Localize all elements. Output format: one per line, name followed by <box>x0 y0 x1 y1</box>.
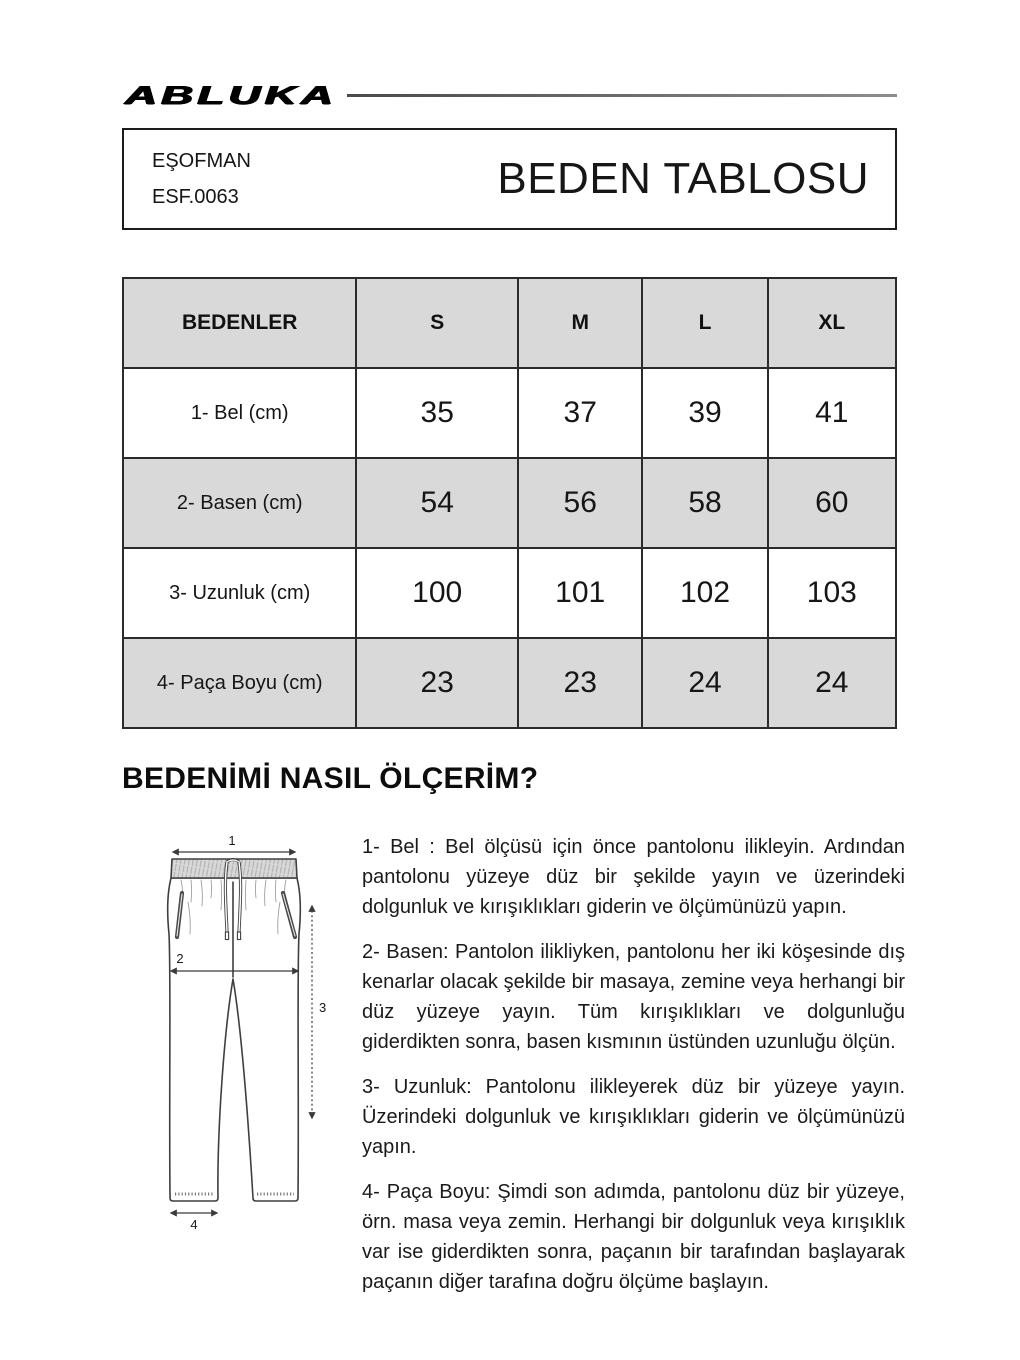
instruction-bel: 1- Bel : Bel ölçüsü için önce pantolonu ilikleyin. Ardından pantolonu yüzeye düz bir şekilde yayın ve üzerindeki dolgunluk ve kırışıklıkları giderin ve ölçümünüzü yapın. <box>362 836 905 918</box>
waistband <box>171 859 297 878</box>
product-code: ESF.0063 <box>152 186 239 208</box>
size-value: 100 <box>356 548 518 638</box>
measure-instructions <box>362 832 905 1297</box>
size-value: 58 <box>642 458 767 548</box>
header-divider-line <box>347 94 897 97</box>
table-row-paca-boyu <box>123 638 896 728</box>
instruction-basen: 2- Basen: Pantolon ilikliyken, pantolonu her iki köşesinde dış kenarlar olacak şekilde bir masaya, zemine veya herhangi bir düz yüzeye yayın. Tüm kırışıklıkları ve dolgunluğu giderdikten sonra, basen kısmının üstünden uzunluğu ölçün. <box>362 941 905 1053</box>
row-label-uzunluk: 3- Uzunluk (cm) <box>123 548 356 638</box>
pants-outline <box>168 859 301 1201</box>
size-value: 54 <box>356 458 518 548</box>
column-header-s: S <box>356 278 518 368</box>
size-value: 39 <box>642 368 767 458</box>
header <box>0 0 1020 111</box>
size-table <box>122 277 897 729</box>
marker-1: 1 <box>228 833 236 848</box>
column-header-m: M <box>518 278 642 368</box>
size-value: 41 <box>768 368 896 458</box>
how-to-measure-heading: BEDENİMİ NASIL ÖLÇERİM? <box>122 762 539 795</box>
size-value: 23 <box>518 638 642 728</box>
size-value: 23 <box>356 638 518 728</box>
size-value: 60 <box>768 458 896 548</box>
size-value: 24 <box>768 638 896 728</box>
row-label-basen: 2- Basen (cm) <box>123 458 356 548</box>
product-name: EŞOFMAN <box>152 150 251 172</box>
size-value: 24 <box>642 638 767 728</box>
table-row-basen <box>123 458 896 548</box>
title-box <box>122 128 897 230</box>
column-header-xl: XL <box>768 278 896 368</box>
brand-logo-text: ABLUKA <box>125 80 338 110</box>
page-title: BEDEN TABLOSU <box>497 154 869 203</box>
size-value: 35 <box>356 368 518 458</box>
zip-pockets <box>177 893 295 937</box>
size-value: 102 <box>642 548 767 638</box>
hip-arrow <box>171 951 298 971</box>
brand-logo <box>125 80 347 111</box>
size-value: 103 <box>768 548 896 638</box>
how-to-measure-section <box>136 832 905 1297</box>
hem-arrow <box>171 1213 217 1232</box>
instruction-paca-boyu: 4- Paça Boyu: Şimdi son adımda, pantolonu düz bir yüzeye, örn. masa veya zemin. Herhangi bir dolgunluk veya kırışıklık var ise giderdikten sonra, paçanın bir tarafından başlayarak paçanın diğer tarafına doğru ölçüme başlayın. <box>362 1181 905 1293</box>
marker-3: 3 <box>319 1000 327 1015</box>
table-header-row <box>123 278 896 368</box>
marker-2: 2 <box>176 951 184 966</box>
length-arrow <box>312 906 326 1118</box>
pants-diagram <box>136 832 348 1297</box>
table-row-bel <box>123 368 896 458</box>
instruction-uzunluk: 3- Uzunluk: Pantolonu ilikleyerek düz bir yüzeye yayın. Üzerindeki dolgunluk ve kırışıklıkları giderin ve ölçümünüzü yapın. <box>362 1076 905 1158</box>
row-label-paca-boyu: 4- Paça Boyu (cm) <box>123 638 356 728</box>
row-label-bel: 1- Bel (cm) <box>123 368 356 458</box>
size-value: 101 <box>518 548 642 638</box>
waist-arrow <box>173 833 295 852</box>
size-value: 56 <box>518 458 642 548</box>
column-header-l: L <box>642 278 767 368</box>
column-header-sizes: BEDENLER <box>123 278 356 368</box>
pants-technical-drawing-icon <box>136 832 348 1240</box>
marker-4: 4 <box>190 1217 198 1232</box>
size-value: 37 <box>518 368 642 458</box>
product-info <box>152 143 251 215</box>
table-row-uzunluk <box>123 548 896 638</box>
